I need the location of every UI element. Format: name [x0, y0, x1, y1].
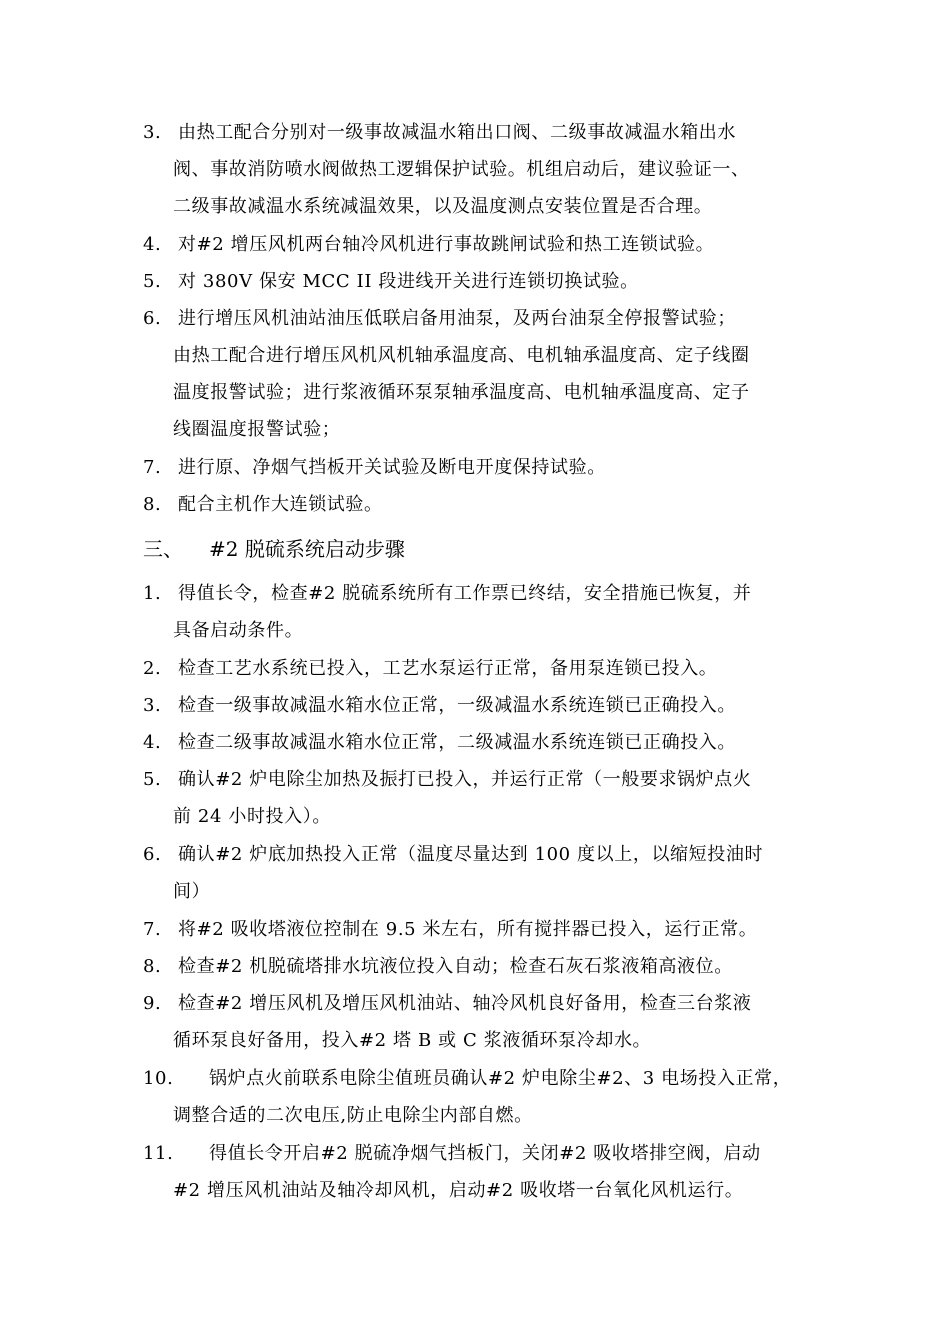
test-item-6 — [143, 300, 823, 448]
item-text-line: 检查工艺水系统已投入，工艺水泵运行正常，备用泵连锁已投入。 — [178, 658, 718, 679]
item-number: 8. — [143, 956, 162, 977]
item-number: 1. — [143, 583, 162, 604]
item-text-line: 间） — [173, 881, 211, 902]
item-number: 4. — [143, 234, 162, 255]
step-item-9 — [143, 985, 823, 1059]
item-text-line: 由热工配合分别对一级事故减温水箱出口阀、二级事故减温水箱出水 — [178, 122, 736, 143]
item-text-line: 检查#2 增压风机及增压风机油站、轴冷风机良好备用，检查三台浆液 — [178, 993, 752, 1014]
item-text-line: #2 增压风机油站及轴冷却风机，启动#2 吸收塔一台氧化风机运行。 — [173, 1180, 744, 1201]
item-text-line: 线圈温度报警试验； — [173, 419, 341, 440]
item-text-line: 对 380V 保安 MCC II 段进线开关进行连锁切换试验。 — [178, 271, 639, 292]
item-number: 3. — [143, 122, 162, 143]
item-text-line: 得值长令，检查#2 脱硫系统所有工作票已终结，安全措施已恢复，并 — [178, 583, 752, 604]
item-text-line: 阀、事故消防喷水阀做热工逻辑保护试验。机组启动后，建议验证一、 — [173, 159, 750, 180]
item-number: 3. — [143, 695, 162, 716]
step-item-6 — [143, 836, 823, 910]
item-text-line: 二级事故减温水系统减温效果，以及温度测点安装位置是否合理。 — [173, 196, 713, 217]
step-item-4 — [143, 724, 823, 761]
item-text-line: 将#2 吸收塔液位控制在 9.5 米左右，所有搅拌器已投入，运行正常。 — [178, 919, 758, 940]
item-number: 7. — [143, 457, 162, 478]
item-number: 6. — [143, 844, 162, 865]
section-number: 三、 — [143, 537, 183, 561]
item-text-line: 配合主机作大连锁试验。 — [178, 494, 383, 515]
step-item-2 — [143, 650, 823, 687]
item-text-line: 对#2 增压风机两台轴冷风机进行事故跳闸试验和热工连锁试验。 — [178, 234, 715, 255]
item-text-line: 进行增压风机油站油压低联启备用油泵，及两台油泵全停报警试验； — [178, 308, 736, 329]
item-text-line: 确认#2 炉电除尘加热及振打已投入，并运行正常（一般要求锅炉点火 — [178, 769, 752, 790]
item-text-line: 得值长令开启#2 脱硫净烟气挡板门，关闭#2 吸收塔排空阀，启动 — [209, 1143, 761, 1164]
item-text-line: 检查#2 机脱硫塔排水坑液位投入自动；检查石灰石浆液箱高液位。 — [178, 956, 733, 977]
test-item-5 — [143, 263, 823, 300]
step-item-8 — [143, 948, 823, 985]
item-text-line: 检查一级事故减温水箱水位正常，一级减温水系统连锁已正确投入。 — [178, 695, 736, 716]
section-heading — [143, 531, 405, 567]
step-item-3 — [143, 687, 823, 724]
step-item-7 — [143, 911, 823, 948]
step-item-1 — [143, 575, 823, 649]
item-text-line: 调整合适的二次电压,防止电除尘内部自燃。 — [173, 1105, 533, 1126]
item-number: 10. — [143, 1068, 174, 1089]
step-item-5 — [143, 761, 823, 835]
item-number: 5. — [143, 769, 162, 790]
item-text-line: 锅炉点火前联系电除尘值班员确认#2 炉电除尘#2、3 电场投入正常， — [209, 1068, 792, 1089]
item-number: 4. — [143, 732, 162, 753]
test-item-8 — [143, 486, 823, 523]
item-text-line: 循环泵良好备用，投入#2 塔 B 或 C 浆液循环泵冷却水。 — [173, 1030, 652, 1051]
item-text-line: 确认#2 炉底加热投入正常（温度尽量达到 100 度以上，以缩短投油时 — [178, 844, 764, 865]
test-item-4 — [143, 226, 823, 263]
step-item-10 — [143, 1060, 823, 1134]
item-number: 8. — [143, 494, 162, 515]
item-text-line: 由热工配合进行增压风机风机轴承温度高、电机轴承温度高、定子线圈 — [173, 345, 750, 366]
item-number: 7. — [143, 919, 162, 940]
item-text-line: 具备启动条件。 — [173, 620, 304, 641]
item-number: 9. — [143, 993, 162, 1014]
item-text-line: 进行原、净烟气挡板开关试验及断电开度保持试验。 — [178, 457, 606, 478]
section-title: #2 脱硫系统启动步骤 — [209, 537, 405, 561]
item-text-line: 前 24 小时投入）。 — [173, 806, 331, 827]
item-number: 5. — [143, 271, 162, 292]
item-text-line: 温度报警试验；进行浆液循环泵泵轴承温度高、电机轴承温度高、定子 — [173, 382, 750, 403]
test-item-3 — [143, 114, 823, 225]
test-item-7 — [143, 449, 823, 486]
item-number: 2. — [143, 658, 162, 679]
item-number: 6. — [143, 308, 162, 329]
step-item-11 — [143, 1135, 823, 1209]
item-text-line: 检查二级事故减温水箱水位正常，二级减温水系统连锁已正确投入。 — [178, 732, 736, 753]
item-number: 11. — [143, 1143, 174, 1164]
